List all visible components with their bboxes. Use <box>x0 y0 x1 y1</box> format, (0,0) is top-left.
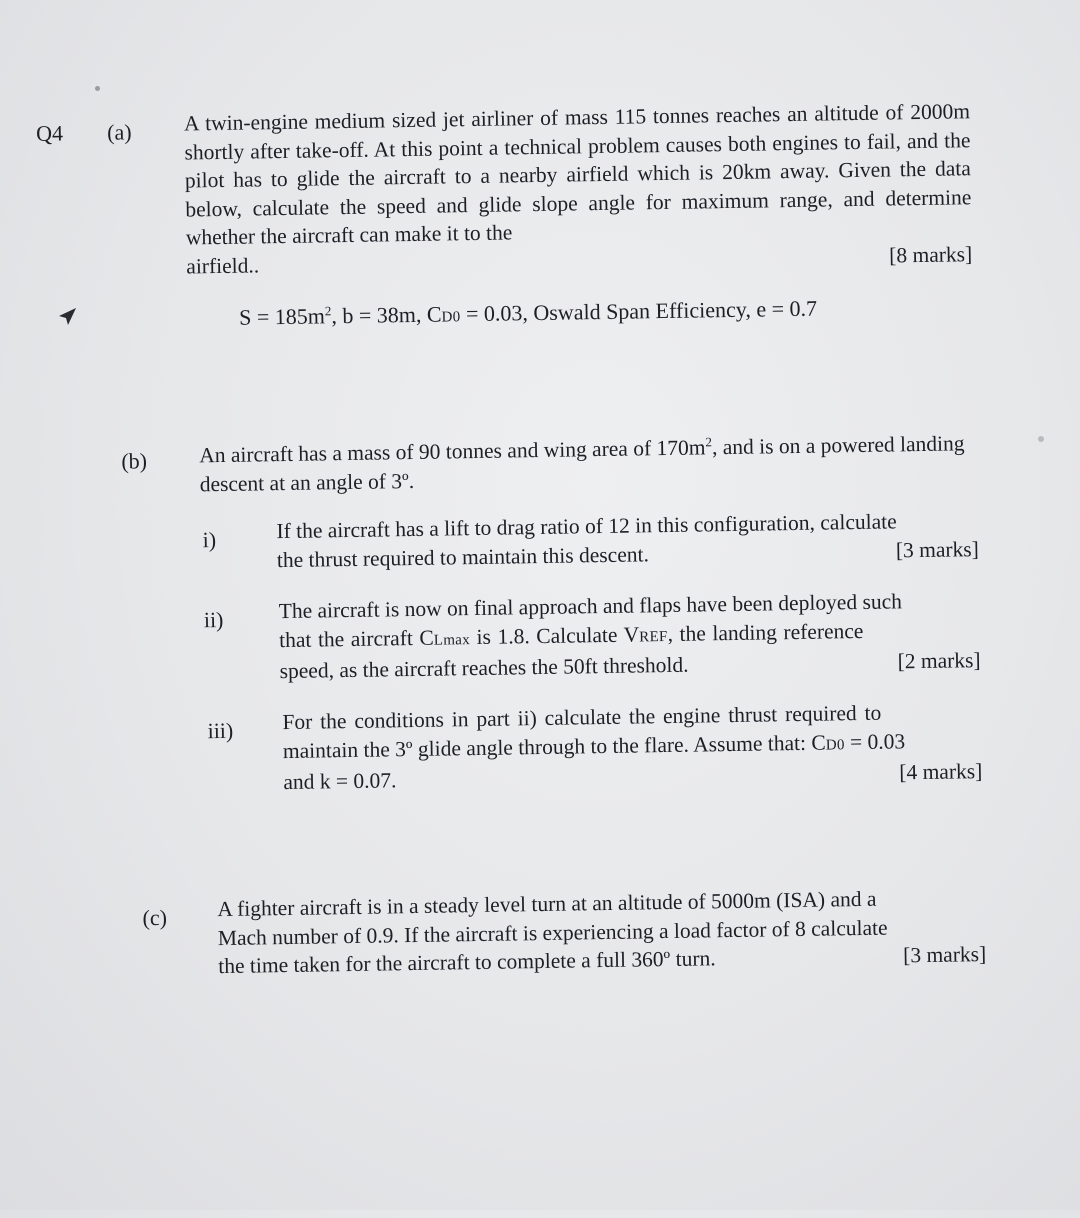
mouse-pointer-icon <box>56 306 78 328</box>
part-b-intro-prefix: An aircraft has a mass of 90 tonnes and wing area of 170m <box>199 435 706 468</box>
sub-ii-line3: speed, as the aircraft reaches the 50ft threshold. <box>279 652 689 684</box>
part-b-intro-exp: 2 <box>705 434 713 450</box>
sub-ii-line2-mid: is 1.8. Calculate V <box>469 621 640 649</box>
given-data-line <box>239 294 817 336</box>
part-a-text: A twin-engine medium sized jet airliner of mass 115 tonnes reaches an altitude of 2000m shortly after take-off. At this point a technical problem causes both engines to fail, and the pilot has to glide the aircraft to a nearby airfield which is 20km away. Given the data below, calculate the speed and glide slope angle for maximum range, and determine whether the aircraft can make it to the <box>183 99 972 250</box>
sub-iii-label: iii) <box>207 717 234 744</box>
question-number: Q4 <box>35 120 64 146</box>
given-cd0-sub: D0 <box>441 309 461 326</box>
sub-iii-line2-prefix: maintain the 3º glide angle through to the flare. Assume that: C <box>282 730 826 763</box>
sub-i-line2: the thrust required to maintain this descent. <box>276 541 650 572</box>
sub-i-line1: If the aircraft has a lift to drag ratio of 12 in this configuration, calculate <box>276 509 897 544</box>
sub-ii-line2-suffix: , the landing reference <box>667 618 864 646</box>
sub-iii-marks: [4 marks] <box>899 759 983 785</box>
sub-ii-marks: [2 marks] <box>897 648 981 674</box>
part-a-marks: [8 marks] <box>889 241 973 267</box>
part-c-line3: the time taken for the aircraft to complete a full 360º turn. <box>218 946 716 979</box>
sub-ii-line2-prefix: that the aircraft C <box>278 625 434 652</box>
sub-iii-cd0-sub: D0 <box>825 736 845 754</box>
part-b-intro-suffix: , and is on a powered landing descent at an angle of 3º. <box>199 431 965 496</box>
sub-iii-line3: and k = 0.07. <box>283 768 397 795</box>
sub-ii-clmax-sub: Lmax <box>433 631 471 649</box>
sub-i-marks: [3 marks] <box>895 536 980 562</box>
sub-iii-line2-suffix: = 0.03 <box>844 728 906 754</box>
part-b-label: (b) <box>121 448 148 474</box>
sub-ii-line1: The aircraft is now on final approach and flaps have been deployed such <box>278 589 903 624</box>
part-c-line2: Mach number of 0.9. If the aircraft is experiencing a load factor of 8 calculate <box>217 915 888 950</box>
part-a-text-end: airfield.. <box>186 252 260 279</box>
sub-i-block <box>276 506 979 574</box>
part-c-line1: A fighter aircraft is in a steady level turn at an altitude of 5000m (ISA) and a <box>217 886 877 922</box>
sub-ii-vref-sub: REF <box>639 628 668 645</box>
sub-iii-block <box>282 697 982 796</box>
given-span: , b = 38m, C <box>331 301 442 329</box>
part-c-label: (c) <box>142 904 168 931</box>
part-b-intro-text <box>199 429 978 498</box>
part-a-block <box>184 97 973 280</box>
sub-i-label: i) <box>202 527 217 553</box>
part-a-label: (a) <box>106 119 132 145</box>
part-b-intro <box>199 429 978 498</box>
sub-iii-line1: For the conditions in part ii) calculate the engine thrust required to <box>282 700 882 735</box>
given-wing-area: S = 185m <box>238 303 326 330</box>
sub-ii-block <box>278 586 980 685</box>
given-rest: = 0.03, Oswald Span Efficiency, e = 0.7 <box>460 295 818 327</box>
part-c-marks: [3 marks] <box>903 942 987 968</box>
given-wing-area-exp: 2 <box>324 303 332 319</box>
part-c-block <box>217 883 986 981</box>
sub-ii-label: ii) <box>203 606 224 633</box>
